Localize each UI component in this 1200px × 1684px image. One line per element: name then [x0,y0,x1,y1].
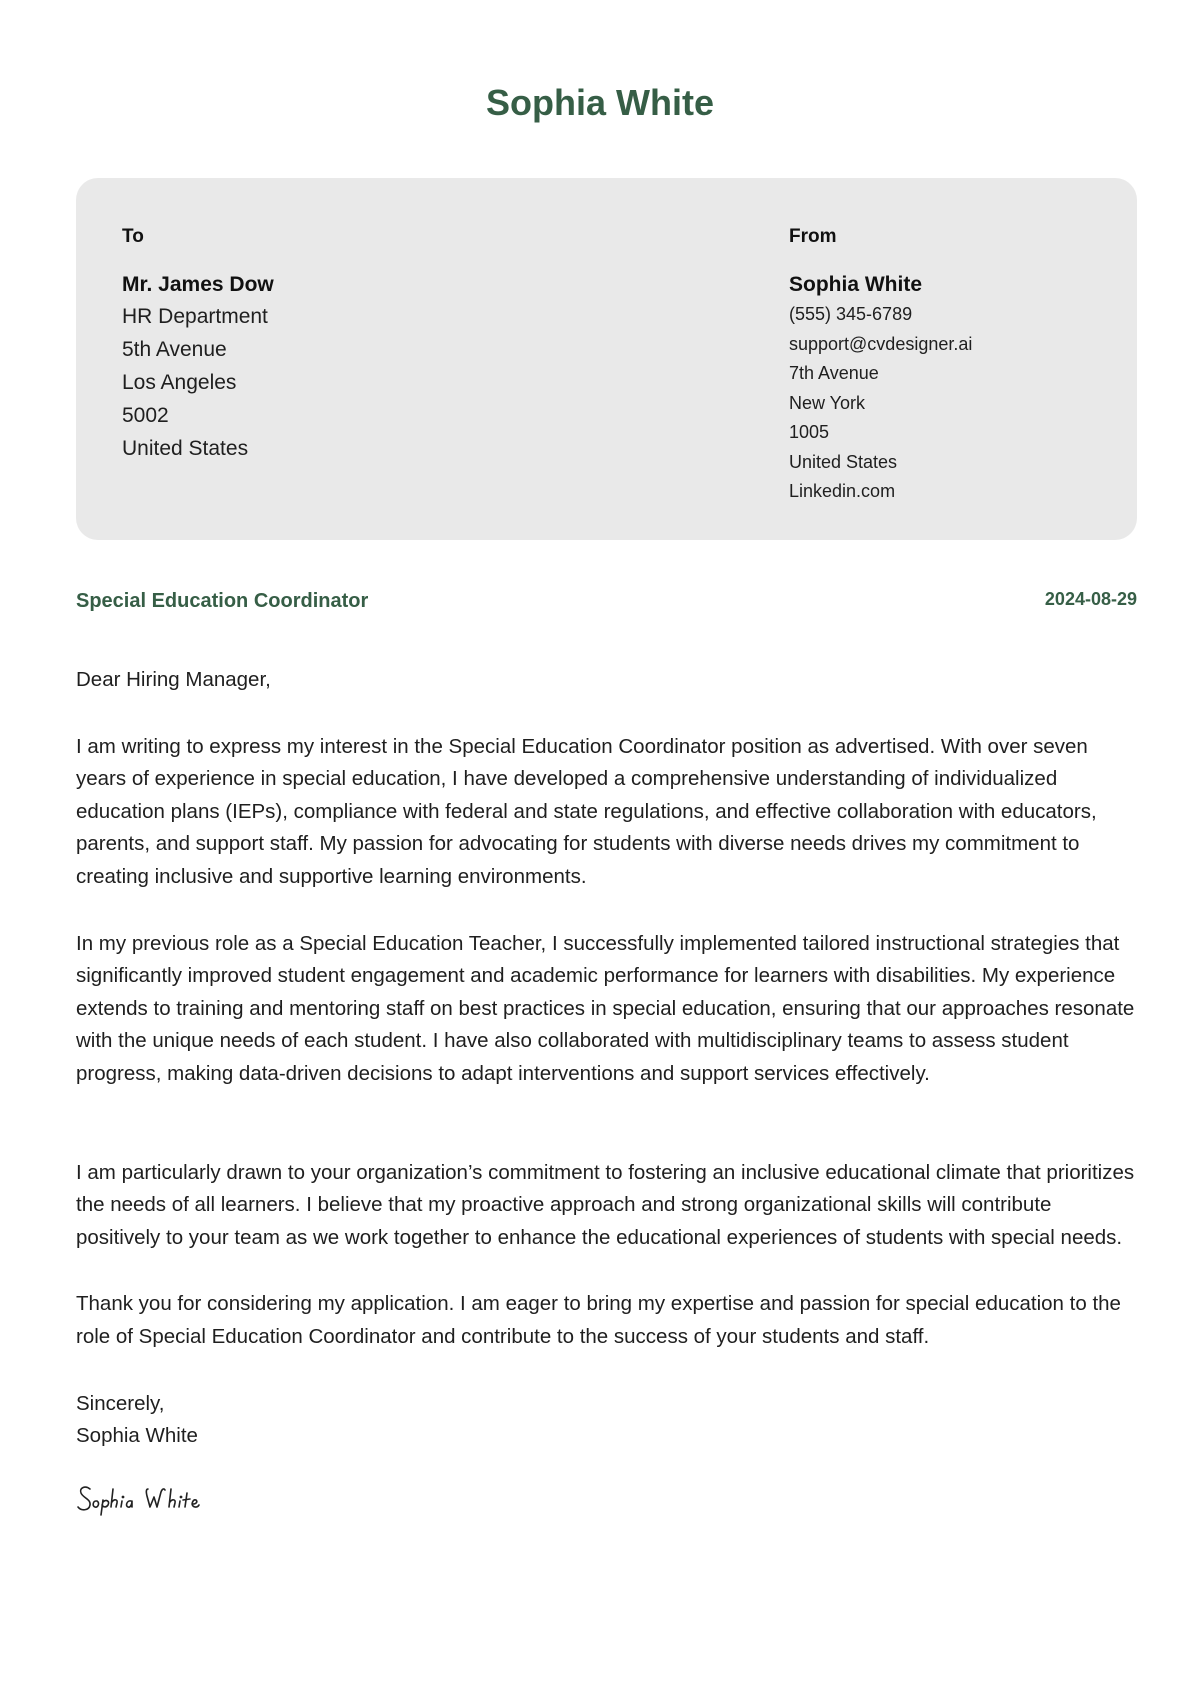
recipient-heading: To [122,226,144,247]
sender-street: 7th Avenue [789,363,879,383]
address-card [76,178,1137,540]
subject-line: Special Education Coordinator [76,590,369,612]
sender-name: Sophia White [789,273,922,296]
paragraph-1: I am writing to express my interest in the Special Education Coordinator position as advertised. With over seven years of experience in special education, I have developed a comprehensive understanding of individualized education plans (IEPs), compliance with federal and state regulations, and effective collaboration with educators, parents, and support staff. My passion for advocating for students with diverse needs drives my commitment to creating inclusive and supportive learning environments. [76,734,1097,888]
letter-date: 2024-08-29 [1044,589,1137,609]
paragraph-2: In my previous role as a Special Education Teacher, I successfully implemented tailored instructional strategies that significantly improved student engagement and academic performance for learners with disabilities. My experience extends to training and mentoring staff on best practices in special education, ensuring that our approaches resonate with the unique needs of each student. I have also collaborated with multidisciplinary teams to assess student progress, making data-driven decisions to adapt interventions and support services effectively. [76,931,1135,1085]
handwritten-signature-icon [76,1475,246,1525]
sender-email: support@cvdesigner.ai [789,333,973,354]
paragraph-3: I am particularly drawn to your organization’s commitment to fostering an inclusive educational climate that prioritizes the needs of all learners. I believe that my proactive approach and strong organizational skills will contribute positively to your team as we work together to enhance the educational experiences of students with special needs. [76,1160,1135,1249]
sender-block [789,224,1109,507]
paragraph-4: Thank you for considering my application. I am eager to bring my expertise and passion for special education to the role of Special Education Coordinator and contribute to the success of your students and staff. [76,1292,1121,1348]
recipient-block [122,224,622,465]
sender-heading: From [789,226,837,247]
sender-linkedin: Linkedin.com [789,481,896,501]
recipient-department: HR Department [122,305,268,328]
recipient-postal-code: 5002 [122,404,169,427]
closing-name: Sophia White [76,1424,198,1448]
signature [76,1475,1137,1525]
letter-body [76,664,1137,1525]
recipient-city: Los Angeles [122,371,237,394]
greeting: Dear Hiring Manager, [76,668,271,691]
recipient-street: 5th Avenue [122,338,227,361]
sender-postal-code: 1005 [789,422,830,442]
sender-country: United States [789,451,898,472]
recipient-country: United States [122,437,249,460]
subject-row [76,586,1137,616]
recipient-name: Mr. James Dow [122,273,274,296]
sender-city: New York [789,392,866,413]
sender-phone: (555) 345-6789 [789,304,913,324]
page-title: Sophia White [486,82,714,123]
closing: Sincerely, [76,1391,165,1415]
